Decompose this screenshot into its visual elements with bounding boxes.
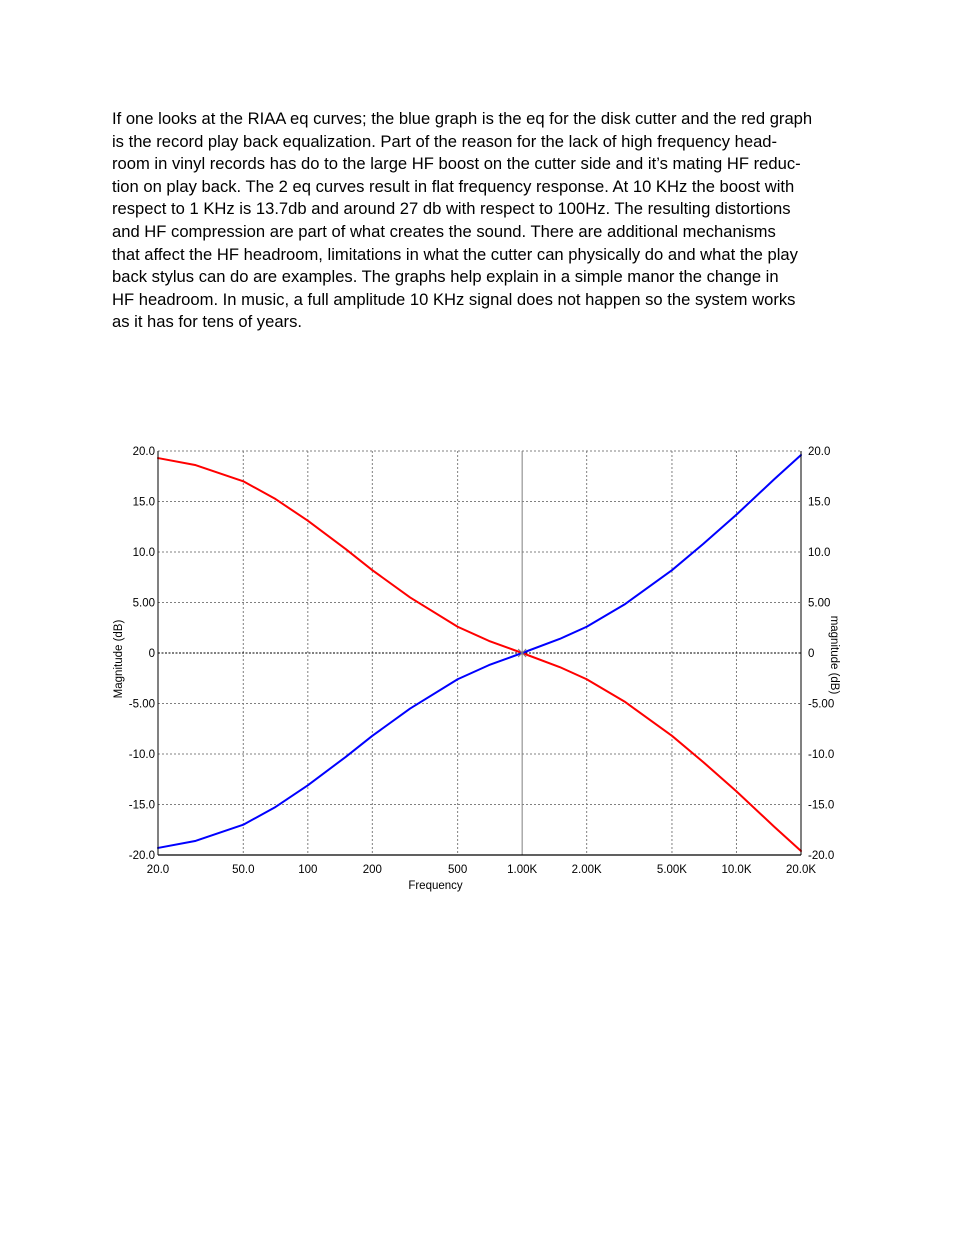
paragraph-line: If one looks at the RIAA eq curves; the blue graph is the eq for the disk cutter and the red graph	[112, 109, 813, 128]
x-tick-label: 2.00K	[571, 864, 602, 876]
x-tick-label: 500	[448, 864, 468, 876]
y-tick-label-left: -10.0	[128, 749, 155, 761]
y-tick-label-right: -20.0	[808, 850, 835, 862]
x-tick-label: 10.0K	[721, 864, 752, 876]
axis-layer	[129, 446, 834, 876]
paragraph-line: room in vinyl records has do to the large HF boost on the cutter side and it’s mating HF reduc-	[112, 154, 801, 174]
y-tick-label-left: 20.0	[132, 446, 155, 458]
y-tick-label-right: 15.0	[808, 496, 831, 509]
y-tick-label-left: -20.0	[128, 850, 155, 862]
riaa-eq-chart	[100, 430, 860, 900]
y-tick-label-right: 5.00	[808, 597, 831, 610]
paragraph-line: and HF compression are part of what creates the sound. There are additional mechanisms	[112, 221, 776, 241]
body-paragraph	[112, 108, 892, 334]
x-tick-label: 50.0	[232, 864, 255, 876]
x-tick-label: 1.00K	[507, 864, 538, 876]
y-tick-label-left: -15.0	[128, 799, 155, 812]
paragraph-line: tion on play back. The 2 eq curves result in flat frequency response. At 10 KHz the boost with	[112, 176, 795, 196]
x-tick-label: 20.0	[146, 864, 170, 876]
paragraph-line: back stylus can do are examples. The graphs help explain in a simple manor the change in	[112, 267, 779, 287]
y-axis-label-right: magnitude (dB)	[828, 615, 840, 695]
y-tick-label-right: -10.0	[808, 749, 835, 761]
x-axis-label: Frequency	[408, 880, 463, 892]
y-tick-label-left: 5.00	[132, 597, 155, 610]
y-tick-label-left: 0	[148, 648, 155, 660]
y-tick-label-right: -15.0	[808, 799, 835, 812]
x-tick-label: 200	[362, 864, 382, 876]
series-line-1	[158, 455, 801, 848]
grid-layer	[158, 451, 801, 855]
paragraph-line: is the record play back equalization. Part of the reason for the lack of high frequency head-	[112, 131, 778, 151]
paragraph-line: HF headroom. In music, a full amplitude 10 KHz signal does not happen so the system works	[112, 289, 796, 309]
x-tick-label: 100	[298, 864, 318, 876]
y-tick-label-left: 10.0	[132, 547, 155, 559]
y-tick-label-right: 10.0	[808, 547, 831, 559]
x-tick-label: 20.0K	[785, 864, 817, 876]
chart-svg	[100, 430, 860, 900]
y-tick-label-right: -5.00	[808, 698, 835, 711]
y-tick-label-right: 20.0	[808, 446, 831, 458]
y-axis-label-left: Magnitude (dB)	[113, 619, 125, 699]
y-tick-label-left: 15.0	[132, 496, 155, 509]
paragraph-line: as it has for tens of years.	[112, 312, 302, 332]
paragraph-line: respect to 1 KHz is 13.7db and around 27 db with respect to 100Hz. The resulting distortions	[112, 199, 791, 219]
y-tick-label-left: -5.00	[128, 698, 155, 711]
series-line-0	[158, 458, 801, 851]
paragraph-line: that affect the HF headroom, limitations in what the cutter can physically do and what the play	[112, 244, 798, 264]
y-tick-label-right: 0	[808, 648, 815, 660]
x-tick-label: 5.00K	[656, 864, 687, 876]
